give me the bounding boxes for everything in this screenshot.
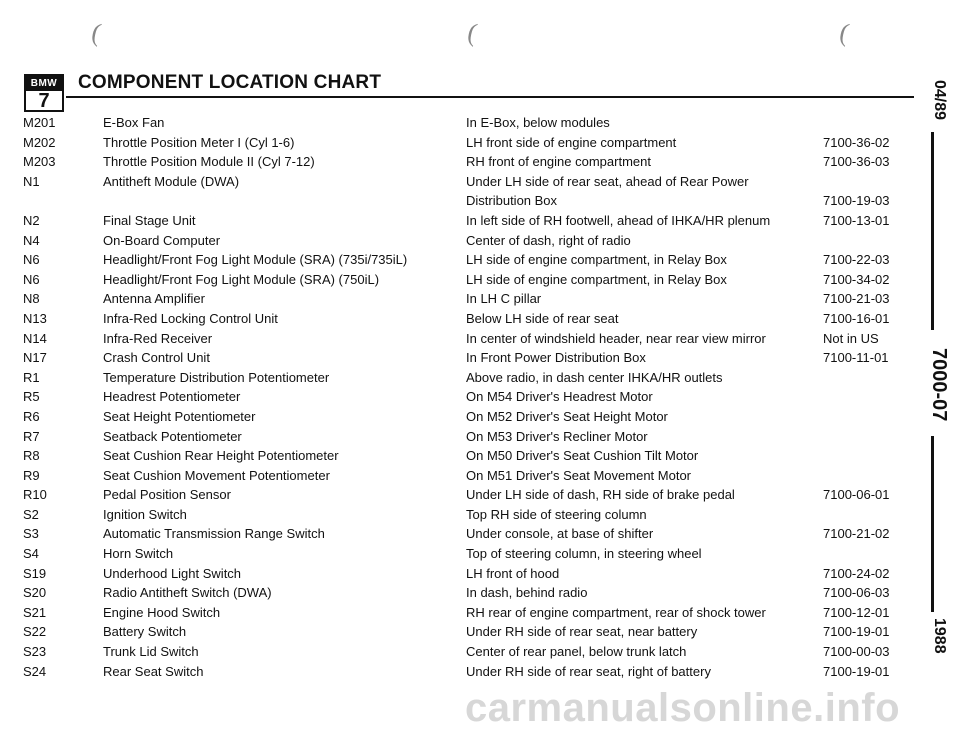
scan-mark: ( [89,17,104,48]
diagram-reference: 7100-13-01 [823,212,890,228]
diagram-reference: 7100-19-03 [823,193,890,209]
page-margin-info [918,80,948,680]
component-location: On M54 Driver's Headrest Motor [466,389,653,405]
component-name: Headlight/Front Fog Light Module (SRA) (735i/735iL) [103,252,408,268]
component-code: S23 [23,644,47,660]
component-location: LH front of hood [466,565,560,581]
diagram-reference: 7100-36-02 [823,134,890,150]
component-name: Infra-Red Receiver [103,330,213,346]
bmw-logo-icon [24,74,64,112]
component-location: Below LH side of rear seat [466,310,619,326]
component-code: R8 [23,448,40,464]
component-code: N6 [23,252,40,268]
component-name: Battery Switch [103,624,187,640]
component-code: R10 [23,487,47,503]
diagram-reference: Not in US [823,330,879,346]
component-code: N13 [23,310,47,326]
scan-mark: ( [837,17,852,48]
table-row [23,270,903,290]
diagram-reference: 7100-24-02 [823,565,890,581]
table-row [23,446,903,466]
page-title: COMPONENT LOCATION CHART [78,72,382,93]
component-location: RH front of engine compartment [466,154,651,170]
scan-mark: ( [465,17,480,48]
component-code: N2 [23,212,40,228]
table-row [23,387,903,407]
page-number: 7000-07 [928,348,950,422]
component-code: S22 [23,624,47,640]
component-code: M201 [23,115,56,130]
component-name: On-Board Computer [103,232,221,248]
component-location: Under LH side of rear seat, ahead of Rear Power [466,173,749,189]
component-location: On M51 Driver's Seat Movement Motor [466,467,691,483]
date-label: 04/89 [931,80,948,121]
table-row [23,289,903,309]
component-name: Seat Cushion Rear Height Potentiometer [103,448,339,464]
component-location: Top RH side of steering column [466,506,647,522]
component-code: N14 [23,330,47,346]
logo-number: 7 [38,90,50,112]
component-name: Rear Seat Switch [103,663,204,679]
diagram-reference: 7100-06-01 [823,487,890,503]
component-location: In center of windshield header, near rear view mirror [466,330,766,346]
component-name: Horn Switch [103,546,174,562]
component-code: R5 [23,389,40,405]
table-row [23,309,903,329]
diagram-reference: 7100-06-03 [823,585,890,601]
table-row [23,603,903,623]
component-table [23,113,903,681]
component-location: In LH C pillar [466,291,542,307]
component-location: Above radio, in dash center IHKA/HR outlets [466,369,723,385]
title-divider [66,96,914,98]
component-code: R7 [23,428,40,444]
component-code: R1 [23,369,40,385]
logo-brand: BMW [26,76,62,91]
component-name: Seatback Potentiometer [103,428,242,444]
diagram-reference: 7100-21-02 [823,526,890,542]
diagram-reference: 7100-21-03 [823,291,890,307]
component-location: LH front side of engine compartment [466,134,677,150]
component-name: Ignition Switch [103,506,187,522]
component-name: Headrest Potentiometer [103,389,241,405]
component-name: E-Box Fan [103,115,165,130]
component-name: Temperature Distribution Potentiometer [103,369,330,385]
table-row [23,485,903,505]
component-code: S20 [23,585,47,601]
component-name: Seat Cushion Movement Potentiometer [103,467,330,483]
component-code: M203 [23,154,56,170]
component-name: Engine Hood Switch [103,604,221,620]
table-row [23,133,903,153]
component-code: R6 [23,408,40,424]
table-row [23,113,903,133]
component-location: Under RH side of rear seat, right of battery [466,663,711,679]
table-row [23,407,903,427]
diagram-reference: 7100-12-01 [823,604,890,620]
component-location: LH side of engine compartment, in Relay Box [466,252,727,268]
component-code: S4 [23,546,39,562]
component-name: Automatic Transmission Range Switch [103,526,325,542]
component-code: M202 [23,134,56,150]
component-name: Pedal Position Sensor [103,487,231,503]
component-name: Antenna Amplifier [103,291,205,307]
component-location: On M53 Driver's Recliner Motor [466,428,648,444]
table-row [23,250,903,270]
table-row [23,172,903,192]
table-row [23,622,903,642]
component-location: In dash, behind radio [466,585,588,601]
component-location: Under console, at base of shifter [466,526,654,542]
component-name: Throttle Position Meter I (Cyl 1-6) [103,134,295,150]
table-row [23,544,903,564]
table-row [23,583,903,603]
component-location: In E-Box, below modules [466,115,610,130]
diagram-reference: 7100-00-03 [823,644,890,660]
component-code: S24 [23,663,47,679]
component-code: R9 [23,467,40,483]
diagram-reference: 7100-19-01 [823,663,890,679]
diagram-reference: 7100-19-01 [823,624,890,640]
component-code: N1 [23,173,40,189]
component-code: N8 [23,291,40,307]
component-name: Headlight/Front Fog Light Module (SRA) (750iL) [103,271,380,287]
component-code: S19 [23,565,47,581]
component-name: Trunk Lid Switch [103,644,199,660]
component-name: Underhood Light Switch [103,565,242,581]
margin-rule [931,132,934,330]
component-location: Top of steering column, in steering wheel [466,546,702,562]
table-row [23,505,903,525]
diagram-reference: 7100-34-02 [823,271,890,287]
component-location: On M50 Driver's Seat Cushion Tilt Motor [466,448,699,464]
diagram-reference: 7100-36-03 [823,154,890,170]
component-location: RH rear of engine compartment, rear of shock tower [466,604,766,620]
component-location: Under RH side of rear seat, near battery [466,624,698,640]
table-row [23,466,903,486]
component-location: In Front Power Distribution Box [466,350,646,366]
component-location: Distribution Box [466,193,558,209]
component-location: Center of rear panel, below trunk latch [466,644,687,660]
diagram-reference: 7100-16-01 [823,310,890,326]
component-name: Seat Height Potentiometer [103,408,256,424]
component-name: Final Stage Unit [103,212,196,228]
table-row [23,191,903,211]
table-row [23,642,903,662]
component-name: Crash Control Unit [103,350,210,366]
table-row [23,564,903,584]
component-code: N4 [23,232,40,248]
table-row [23,368,903,388]
margin-rule [931,436,934,612]
component-code: S21 [23,604,47,620]
table-row [23,329,903,349]
component-name: Antitheft Module (DWA) [103,173,240,189]
table-row [23,231,903,251]
component-code: N17 [23,350,47,366]
component-location: Center of dash, right of radio [466,232,631,248]
component-location: On M52 Driver's Seat Height Motor [466,408,668,424]
component-location: LH side of engine compartment, in Relay Box [466,271,727,287]
table-row [23,152,903,172]
component-location: In left side of RH footwell, ahead of IHKA/HR plenum [466,212,771,228]
watermark: carmanualsonline.info [464,686,900,730]
component-name: Radio Antitheft Switch (DWA) [103,585,272,601]
diagram-reference: 7100-11-01 [823,350,889,366]
component-name: Infra-Red Locking Control Unit [103,310,278,326]
table-row [23,524,903,544]
table-row [23,427,903,447]
component-name: Throttle Position Module II (Cyl 7-12) [103,154,315,170]
table-row [23,348,903,368]
diagram-reference: 7100-22-03 [823,252,890,268]
component-code: S2 [23,506,39,522]
year-label: 1988 [931,618,948,654]
component-code: N6 [23,271,40,287]
table-row [23,662,903,682]
component-location: Under LH side of dash, RH side of brake pedal [466,487,735,503]
component-code: S3 [23,526,39,542]
table-row [23,211,903,231]
